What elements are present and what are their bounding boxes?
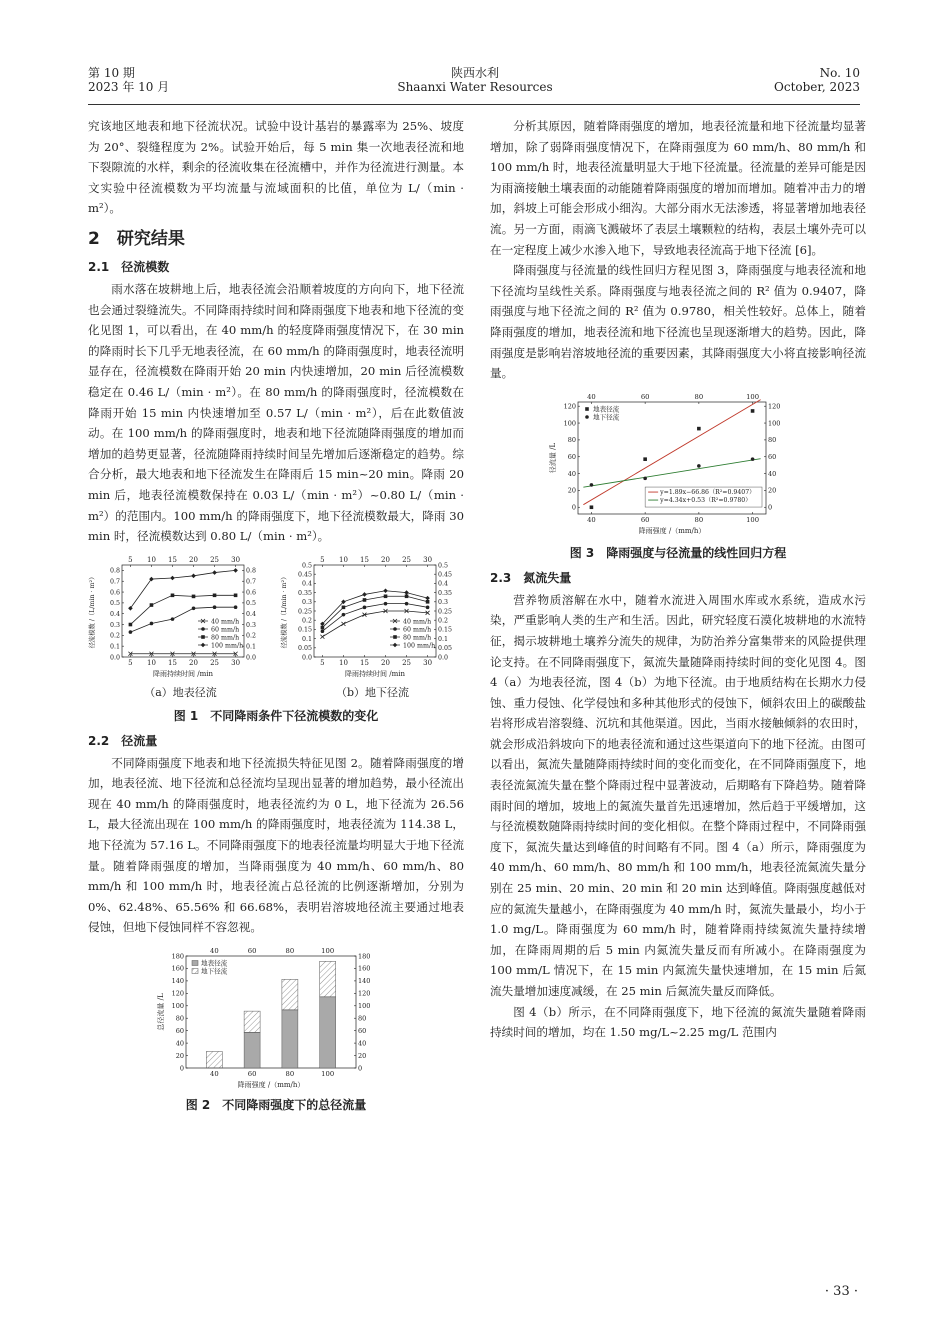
y-tick-label-right: 0.2 [438,617,449,625]
y-tick-label: 0.0 [109,653,120,661]
legend-label: 60 mm/h [403,625,432,633]
y-tick-label-right: 0 [358,1064,363,1073]
x-tick-label-top: 80 [285,947,295,956]
data-point [643,476,647,480]
legend-marker [201,642,206,647]
bar-subsurface-runoff [282,979,298,1010]
x-tick-label-top: 100 [746,392,760,401]
x-tick-label-top: 5 [128,555,133,564]
x-tick-label: 15 [168,658,177,667]
y-tick-label: 0.4 [109,610,120,618]
y-tick-label-right: 0.4 [246,610,257,618]
x-tick-label: 40 [210,1070,219,1079]
y-tick-label-right: 20 [358,1051,367,1060]
x-tick-label-top: 25 [402,555,412,564]
legend-label: 地表径流 [593,405,620,414]
y-tick-label: 0.05 [297,644,312,652]
y-tick-label: 40 [567,469,576,478]
x-tick-label-top: 15 [168,555,177,564]
y-tick-label: 80 [567,435,576,444]
y-tick-label: 120 [563,402,576,411]
y-tick-label-right: 0.35 [438,589,453,597]
y-tick-label: 80 [175,1014,184,1023]
data-point [383,588,388,593]
y-tick-label-right: 60 [358,1026,367,1035]
data-point [191,573,196,578]
data-point [192,606,196,610]
y-tick-label: 180 [171,952,184,961]
legend-label: 40 mm/h [211,617,240,625]
data-point [234,593,238,597]
data-point [697,464,701,468]
data-point [751,409,755,413]
x-axis-label: 降雨强度 /（mm/h） [237,1081,305,1090]
x-axis-label: 降雨持续时间 /min [345,669,405,678]
y-tick-label-right: 100 [358,1002,371,1011]
chart-fig1a [88,553,273,683]
y-tick-label: 0.4 [301,580,312,588]
y-tick-label: 120 [171,989,184,998]
y-tick-label-right: 0.7 [246,578,257,586]
data-point [171,617,175,621]
y-tick-label-right: 40 [358,1039,367,1048]
y-tick-label-right: 60 [768,452,777,461]
x-tick-label: 25 [210,658,220,667]
data-point [320,634,324,638]
x-tick-label-top: 60 [247,947,257,956]
regression-line [583,458,760,487]
data-point [192,594,196,598]
data-point [362,592,367,597]
journal-cn: 陕西水利 [450,66,499,80]
y-axis-label: 总径流量 /L [157,993,165,1031]
y-tick-label-right: 0.6 [246,589,257,597]
y-tick-label-right: 100 [768,419,781,428]
y-tick-label-right: 0.8 [246,567,257,575]
paragraph: 降雨强度与径流量的线性回归方程见图 3，降雨强度与地表径流和地下径流均呈线性关系。降雨强度与地表径流之间的 R² 值为 0.9407，降雨强度与地下径流之间的 R² 值为 0.9780，相关性较好。总体上，随着降雨强度的增加，地表径流和地下径流也呈现逐渐增大的趋势。因此，降雨强度是影响岩溶坡地径流的重要因素，其降雨强度大小将直接影响径流量。 [490,263,866,381]
data-point [405,594,409,598]
y-tick-label: 60 [567,452,576,461]
right-column [490,116,866,1043]
y-tick-label: 0.35 [297,589,312,597]
fig1b-subcaption: （b）地下径流 [335,685,410,699]
subsection-heading: 2.2 径流量 [88,733,158,748]
y-tick-label-right: 0.0 [438,653,449,661]
data-point [321,625,325,629]
x-tick-label-top: 40 [210,947,219,956]
legend-marker [201,627,205,631]
x-axis-label: 降雨强度 /（mm/h） [638,526,706,535]
data-point [129,630,133,634]
x-tick-label: 60 [640,515,650,524]
data-point [341,622,345,626]
y-tick-label: 0.2 [301,617,312,625]
data-point [384,602,388,606]
data-point [170,575,175,580]
data-point [342,613,346,617]
x-axis-label: 降雨持续时间 /min [153,669,213,678]
y-tick-label: 0 [571,503,576,512]
x-tick-label-top: 10 [338,555,348,564]
y-tick-label: 40 [175,1039,184,1048]
legend-marker [393,642,398,647]
y-tick-label-right: 80 [768,435,777,444]
y-tick-label-right: 0.0 [246,653,257,661]
data-point [342,605,346,609]
legend-swatch [192,969,198,974]
x-tick-label: 30 [423,658,433,667]
legend-label: 60 mm/h [211,625,240,633]
y-tick-label-right: 0.3 [438,598,449,606]
y-tick-label-right: 160 [358,964,371,973]
x-tick-label: 20 [189,658,198,667]
y-tick-label-right: 0.1 [246,643,257,651]
x-tick-label-top: 100 [321,947,335,956]
data-point [171,593,175,597]
chart-fig1b [280,553,465,683]
data-point [425,596,430,601]
data-point [150,621,154,625]
paragraph: 分析其原因，随着降雨强度的增加，地表径流量和地下径流量均显著增加，除了弱降雨强度情况下，在降雨强度为 60 mm/h、80 mm/h 和 100 mm/h 时，地表径流量明显大于地下径流量。径流量的差异可能是因为雨滴接触土壤表面的动能随着降雨强度的增加而增加。随着冲击力的增加，斜坡上可能会形成小细沟。大部分雨水无法渗透，将显著增加地表径流。另一方面，雨滴飞溅破坏了表层土壤颗粒的结构，表层土壤外壳可以在一定程度上减少水渗入地下，导致地表径流高于地下径流 [6]。 [490,119,866,257]
data-point [426,600,430,604]
header-rule [88,104,860,105]
chart-fig2 [156,944,396,1092]
data-point [212,570,217,575]
data-point [404,590,409,595]
y-tick-label-right: 0.05 [438,644,453,652]
y-tick-label: 0.3 [301,598,312,606]
y-tick-label-right: 0.2 [246,632,257,640]
bar-surface-runoff [282,1010,298,1068]
y-tick-label-right: 120 [358,989,371,998]
x-tick-label: 100 [321,1070,335,1079]
y-tick-label: 0.0 [301,653,312,661]
data-point [150,603,154,607]
paragraph: 究该地区地表和地下径流状况。试验中设计基岩的暴露率为 25%、坡度为 20°、裂缝程度为 2%。试验开始后，每 5 min 集一次地表径流和地下裂隙流的水样，剩余的径流收集在径流槽中，并作为径流进行测量。本文实验中径流模数为平均流量与流域面积的比值，单位为 L/（min · m²）。 [88,119,464,216]
series-line [130,570,235,608]
y-tick-label-right: 80 [358,1014,367,1023]
y-tick-label-right: 140 [358,977,371,986]
x-tick-label-top: 25 [210,555,220,564]
y-tick-label-right: 40 [768,469,777,478]
data-point [751,457,755,461]
y-tick-label-right: 0.5 [246,599,257,607]
legend-marker [393,635,397,639]
issue-cn: 第 10 期 [88,66,135,80]
legend-marker [393,627,397,631]
y-tick-label: 0.8 [109,567,120,575]
x-tick-label: 10 [338,658,348,667]
x-tick-label: 40 [587,515,596,524]
issue-en: No. 10 [819,66,860,80]
x-tick-label: 30 [231,658,241,667]
bar-surface-runoff [320,997,336,1068]
subsection-heading: 2.3 氮流失量 [490,570,572,585]
chart-fig3 [548,390,808,540]
paragraph: 图 4（b）所示，在不同降雨强度下，地下径流的氮流失量随着降雨持续时间的增加，均在 1.50 mg/L~2.25 mg/L 范围内 [490,1004,866,1040]
figure-2 [88,944,464,1092]
x-tick-label-top: 30 [423,555,433,564]
y-tick-label: 0 [179,1064,184,1073]
data-point [363,598,367,602]
fit-legend-label: y=4.34x+0.53（R²=0.9780） [660,496,752,504]
y-tick-label-right: 0.45 [438,571,453,579]
x-tick-label-top: 5 [320,555,325,564]
data-point [697,427,701,431]
y-tick-label-right: 0.3 [246,621,257,629]
paragraph: 雨水落在坡耕地上后，地表径流会沿顺着坡度的方向向下，地下径流也会通过裂缝流失。不同降雨持续时间和降雨强度下地表和地下径流的变化见图 1，可以看出，在 40 mm/h 的轻度降雨强度情况下，在 30 min 的降雨时长下几乎无地表径流，在 60 mm/h 的降雨强度时，地表径流明显存在，径流模数在降雨开始 20 min 内快速增加，20 min 后径流模数稳定在 0.46 L/（min · m²）。在 80 mm/h 的降雨强度时，径流模数在降雨开始 15 min 内快速增加至 0.57 L/（min · m²），后在此数值波动。在 100 mm/h 的降雨强度时，地表和地下径流随降雨强度的增加而增加的趋势更显著，径流随降雨持续时间呈先增加后逐渐稳定的趋势。综合分析，最大地表和地下径流发生在降雨后 15 min~20 min。降雨 20 min 后，地表径流模数保持在 0.03 L/（min · m²）~0.80 L/（min · m²）的范围内。100 mm/h 的降雨强度下，地下径流模数最大，降雨 30 min 时，径流模数达到 0.80 L/（min · m²）。 [88,281,464,544]
x-tick-label-top: 20 [381,555,390,564]
y-tick-label-right: 0.4 [438,580,449,588]
data-point [213,605,217,609]
y-tick-label: 0.2 [109,632,120,640]
journal-en: Shaanxi Water Resources [397,80,553,94]
y-tick-label: 0.15 [297,626,312,634]
data-point [426,605,430,609]
date-cn: 2023 年 10 月 [88,80,170,94]
y-tick-label: 0.5 [109,599,120,607]
x-tick-label-top: 20 [189,555,198,564]
running-header-right [774,66,860,94]
y-axis-label: 径流模数 /（L/min · m²） [281,573,288,649]
data-point [405,602,409,606]
section-heading: 2 研究结果 [88,228,185,249]
legend-marker [585,407,589,411]
data-point [321,629,325,633]
subsection-heading: 2.1 径流模数 [88,259,170,274]
data-point [384,594,388,598]
legend-marker [201,635,205,639]
legend-marker [585,415,589,419]
legend-label: 地表径流 [201,959,228,968]
bar-subsurface-runoff [320,961,336,997]
figure-3-caption: 图 3 降雨强度与径流量的线性回归方程 [569,545,787,560]
figure-2-caption: 图 2 不同降雨强度下的总径流量 [185,1098,367,1113]
y-tick-label-right: 20 [768,486,777,495]
x-tick-label-top: 10 [146,555,156,564]
y-tick-label: 0.25 [297,607,312,615]
y-tick-label: 0.5 [301,561,312,569]
y-tick-label-right: 120 [768,402,781,411]
y-tick-label: 0.3 [109,621,120,629]
y-tick-label: 20 [567,486,576,495]
left-column [88,116,464,1120]
y-axis-label: 径流模数 /（L/min · m²） [89,573,96,649]
y-tick-label-right: 180 [358,952,371,961]
fig1a-subcaption: （a）地表径流 [144,685,217,699]
data-point [643,457,647,461]
data-point [590,483,594,487]
legend-label: 100 mm/h [211,641,244,649]
y-tick-label-right: 0.5 [438,561,449,569]
y-axis-label: 径流量 /L [549,442,557,473]
y-tick-label: 0.1 [301,635,312,643]
x-tick-label-top: 80 [694,392,704,401]
y-tick-label: 0.45 [297,571,312,579]
x-tick-label: 80 [285,1070,295,1079]
data-point [234,605,238,609]
legend-label: 80 mm/h [403,633,432,641]
legend-swatch [192,961,198,966]
x-tick-label: 15 [360,658,369,667]
y-tick-label: 100 [563,419,576,428]
y-tick-label: 100 [171,1002,184,1011]
y-tick-label-right: 0 [768,503,773,512]
y-tick-label-right: 0.25 [438,607,453,615]
x-tick-label: 60 [247,1070,257,1079]
figure-1-caption: 图 1 不同降雨条件下径流模数的变化 [173,708,379,723]
x-tick-label: 25 [402,658,412,667]
x-tick-label: 5 [128,658,133,667]
bar-subsurface-runoff [244,1011,260,1032]
legend-label: 地下径流 [201,967,228,976]
bar-surface-runoff [244,1033,260,1069]
y-tick-label-right: 0.15 [438,626,453,634]
x-tick-label: 80 [694,515,704,524]
legend-label: 地下径流 [593,413,620,422]
data-point [233,568,238,573]
x-tick-label-top: 30 [231,555,241,564]
y-tick-label-right: 0.1 [438,635,449,643]
x-tick-label: 10 [146,658,156,667]
data-point [129,622,133,626]
y-tick-label: 60 [175,1026,184,1035]
x-tick-label-top: 60 [640,392,650,401]
x-tick-label-top: 40 [587,392,596,401]
fit-legend-label: y=1.89x−66.86（R²=0.9407） [660,488,756,496]
paragraph: 营养物质溶解在水中，随着水流进入周围水库或水系统，造成水污染，严重影响人类的生产和生活。因此，研究轻度石漠化坡耕地的水流特征，揭示坡耕地土壤养分流失的规律，为防治养分富集带来的风险提供理论支持。在不同降雨强度下，氮流失量随降雨持续时间的变化见图 4。图 4（a）为地表径流，图 4（b）为地下径流。由于地质结构在长期水力侵蚀、重力侵蚀、化学侵蚀和多种其他形式的侵蚀下，倾斜农田上的碳酸盐岩将形成岩溶裂缝、沉坑和其他渠道。因此，当雨水接触倾斜的农田时，就会形成沿斜坡向下的地表径流和通过这些渠道向下的地下径流。由图可以看出，氮流失量随降雨持续时间的变化而变化，在不同降雨强度下，地表径流氮流失量在整个降雨过程中显著波动，后期略有下降趋势。随着降雨时间的增加，坡地上的氮流失量首先迅速增加，然后趋于平缓增加，这与径流模数随降雨持续时间的变化相似。在整个降雨过程中，不同降雨强度下，氮流失量达到峰值的时间略有不同。图 4（a）所示，降雨强度为 40 mm/h、60 mm/h、80 mm/h 和 100 mm/h，地表径流氮流失量分别在 25 min、20 min、20 min 和 20 min 达到峰值。降雨强度越低对应的氮流失量越小，在降雨强度为 40 mm/h 时，氮流失量最小，均小于 1.0 mg/L。降雨强度为 60 mm/h 时，随着降雨持续氮流失量持续增加，在降雨周期的后 5 min 内氮流失量反而有所减小。在降雨强度为 100 mm/L 情况下，在 15 min 内氮流失量快速增加，在 15 min 后氮流失量增加速度减缓，在 25 min 后氮流失量反而降低。 [490,592,866,998]
y-tick-label: 0.6 [109,589,120,597]
y-tick-label: 0.7 [109,578,120,586]
y-tick-label: 20 [175,1051,184,1060]
paragraph: 不同降雨强度下地表和地下径流损失特征见图 2。随着降雨强度的增加，地表径流、地下径流和总径流均呈现出显著的增加趋势，最小径流出现在 40 mm/h 的降雨强度时，地表径流约为 0 L，地下径流为 26.56 L，最大径流出现在 100 mm/h 的降雨强度时，地表径流为 114.38 L，地下径流为 57.16 L。不同降雨强度下的地表径流量均明显大于地下径流量。随着降雨强度的增加，当降雨强度为 40 mm/h、60 mm/h、80 mm/h 和 100 mm/h 时，地表径流占总径流的比例逐渐增加，分别为 0%、62.48%、65.56% 和 66.68%，表明岩溶坡地径流主要通过地表侵蚀，但地下侵蚀同样不容忽视。 [88,755,464,935]
figure-1 [88,553,464,703]
data-point [590,505,594,509]
figure-3 [490,390,866,540]
legend-label: 80 mm/h [211,633,240,641]
legend-label: 40 mm/h [403,617,432,625]
x-tick-label: 5 [320,658,325,667]
y-tick-label: 0.1 [109,643,120,651]
page-number: · 33 · [824,1284,858,1299]
x-tick-label: 20 [381,658,390,667]
bar-subsurface-runoff [206,1052,222,1069]
x-tick-label: 100 [746,515,760,524]
legend-label: 100 mm/h [403,641,436,649]
data-point [213,593,217,597]
y-tick-label: 160 [171,964,184,973]
x-tick-label-top: 15 [360,555,369,564]
y-tick-label: 140 [171,977,184,986]
data-point [363,605,367,609]
date-en: October, 2023 [774,80,860,94]
